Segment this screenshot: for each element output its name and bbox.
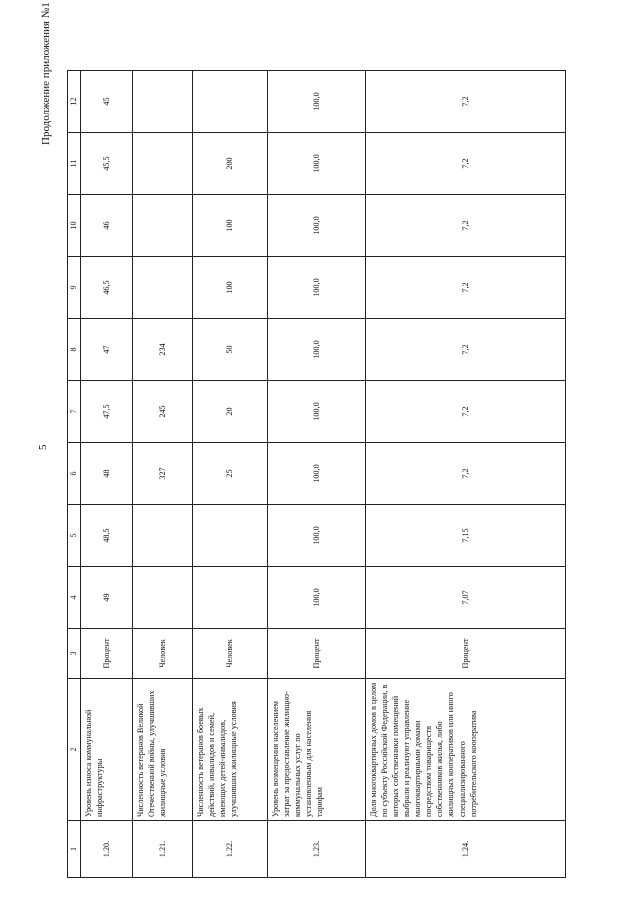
value-cell: 7,2 <box>366 133 566 195</box>
value-cell: 46,5 <box>81 257 133 319</box>
value-cell: 100,0 <box>268 133 366 195</box>
value-cell: 100,0 <box>268 381 366 443</box>
value-cell <box>133 71 193 133</box>
indicator-name: Численность ветеранов боевых действий, инвалидов и семей, имеющих детей-инвалидов, улучшивших жилищные условия <box>193 679 268 821</box>
value-cell <box>133 133 193 195</box>
value-cell: 245 <box>133 381 193 443</box>
unit-cell: Процент <box>81 629 133 679</box>
column-number: 3 <box>68 629 81 679</box>
value-cell: 7,15 <box>366 505 566 567</box>
indicator-name: Численность ветеранов Великой Отечественной войны, улучшивших жилищные условия <box>133 679 193 821</box>
value-cell <box>193 71 268 133</box>
unit-cell: Человек <box>133 629 193 679</box>
value-cell: 200 <box>193 133 268 195</box>
table-row <box>268 71 366 878</box>
value-cell: 7,2 <box>366 381 566 443</box>
column-number: 9 <box>68 257 81 319</box>
value-cell: 48 <box>81 443 133 505</box>
value-cell: 45 <box>81 71 133 133</box>
appendix-caption: Продолжение приложения №1 <box>40 2 52 145</box>
page-number: 5 <box>37 444 49 450</box>
table-body <box>68 71 566 878</box>
value-cell: 100,0 <box>268 319 366 381</box>
column-number: 7 <box>68 381 81 443</box>
value-cell: 20 <box>193 381 268 443</box>
value-cell: 50 <box>193 319 268 381</box>
value-cell: 46 <box>81 195 133 257</box>
row-number: 1.22. <box>193 821 268 878</box>
table-row <box>193 71 268 878</box>
value-cell: 7,2 <box>366 195 566 257</box>
value-cell: 100 <box>193 195 268 257</box>
row-number: 1.23. <box>268 821 366 878</box>
column-number: 5 <box>68 505 81 567</box>
table-row <box>81 71 133 878</box>
column-number: 6 <box>68 443 81 505</box>
header-row <box>68 71 81 878</box>
value-cell: 100,0 <box>268 71 366 133</box>
value-cell <box>133 567 193 629</box>
row-number: 1.24. <box>366 821 566 878</box>
value-cell <box>133 195 193 257</box>
value-cell: 25 <box>193 443 268 505</box>
value-cell: 7,2 <box>366 319 566 381</box>
value-cell: 7,07 <box>366 567 566 629</box>
column-number: 10 <box>68 195 81 257</box>
indicator-name: Уровень возмещения населением затрат за предоставление жилищно-коммунальных услуг по установленным для населения тарифам <box>268 679 366 821</box>
indicator-name: Доля многоквартирных домов в целом по субъекту Российской Федерации, в которых собственники помещений выбрали и реализуют управление многоквартирными домами посредством товариществ собственников жилья, либо жилищных кооперативов или иного специализированного потребительского кооператива <box>366 679 566 821</box>
value-cell: 100 <box>193 257 268 319</box>
value-cell: 7,2 <box>366 71 566 133</box>
value-cell <box>193 567 268 629</box>
value-cell: 47,5 <box>81 381 133 443</box>
column-number: 2 <box>68 679 81 821</box>
value-cell <box>133 505 193 567</box>
table-row <box>133 71 193 878</box>
value-cell: 100,0 <box>268 443 366 505</box>
value-cell: 49 <box>81 567 133 629</box>
unit-cell: Процент <box>268 629 366 679</box>
row-number: 1.21. <box>133 821 193 878</box>
value-cell: 100,0 <box>268 257 366 319</box>
column-number: 11 <box>68 133 81 195</box>
value-cell: 100,0 <box>268 195 366 257</box>
value-cell: 100,0 <box>268 505 366 567</box>
value-cell: 327 <box>133 443 193 505</box>
value-cell: 234 <box>133 319 193 381</box>
value-cell: 47 <box>81 319 133 381</box>
unit-cell: Человек <box>193 629 268 679</box>
value-cell: 48,5 <box>81 505 133 567</box>
value-cell: 7,2 <box>366 257 566 319</box>
unit-cell: Процент <box>366 629 566 679</box>
value-cell <box>133 257 193 319</box>
value-cell <box>193 505 268 567</box>
value-cell: 100,0 <box>268 567 366 629</box>
table-row <box>366 71 566 878</box>
value-cell: 45,5 <box>81 133 133 195</box>
indicators-table <box>67 70 566 878</box>
value-cell: 7,2 <box>366 443 566 505</box>
column-number: 1 <box>68 821 81 878</box>
row-number: 1.20. <box>81 821 133 878</box>
indicator-name: Уровень износа коммунальной инфраструктуры <box>81 679 133 821</box>
column-number: 4 <box>68 567 81 629</box>
column-number: 8 <box>68 319 81 381</box>
column-number: 12 <box>68 71 81 133</box>
